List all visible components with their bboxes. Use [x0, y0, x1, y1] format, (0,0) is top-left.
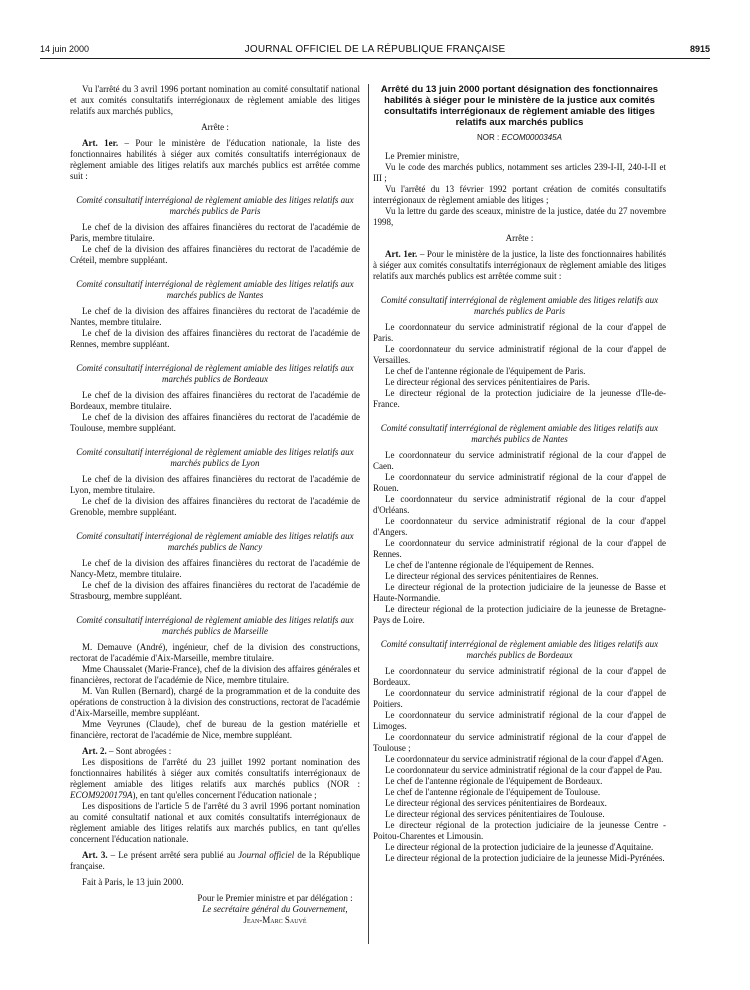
left-section-title: Comité consultatif interrégional de règlement amiable des litiges relatifs aux marchés publics de Lyon [76, 447, 354, 468]
left-art3-label: Art. 3. [82, 850, 108, 860]
right-section-line: Le directeur régional de la protection judiciaire de la jeunesse Midi-Pyrénées. [385, 853, 665, 863]
left-column [70, 84, 360, 926]
right-section-title: Comité consultatif interrégional de règlement amiable des litiges relatifs aux marchés publics de Nantes [380, 423, 659, 444]
page-header [40, 44, 710, 58]
right-section-line: Le directeur régional de la protection judiciaire de la jeunesse d'Ile-de-France. [373, 388, 666, 409]
right-art1-text: – Pour le ministère de la justice, la liste des fonctionnaires habilités à siéger aux comités consultatifs interrégionaux de règlement amiable des litiges relatifs aux marchés publics est arrêtée comme suit : [373, 249, 667, 281]
right-nor-label: NOR : [477, 133, 502, 142]
left-section-line: Le chef de la division des affaires financières du rectorat de l'académie de Lyon, membre titulaire. [70, 474, 360, 495]
right-intro-line: Vu la lettre du garde des sceaux, ministre de la justice, datée du 27 novembre 1998, [373, 206, 666, 227]
left-sections [70, 195, 360, 741]
left-art2-p1-b: ), en tant qu'elles concernent l'éducation nationale ; [132, 790, 317, 800]
left-art2-p1-a: Les dispositions de l'arrêté du 23 juillet 1992 portant nomination des fonctionnaires habilités à siéger aux comités consultatifs interrégionaux de règlement amiable des litiges relatifs aux marchés publics (NOR : [70, 757, 360, 789]
right-section-line: Le directeur régional de la protection judiciaire de la jeunesse d'Aquitaine. [385, 842, 654, 852]
left-article-2 [70, 746, 360, 757]
right-section-line: Le chef de l'antenne régionale de l'équipement de Bordeaux. [385, 776, 603, 786]
right-arrete: Arrête : [505, 233, 534, 243]
right-section-line: Le directeur régional de la protection judiciaire de la jeunesse de Basse et Haute-Normandie. [373, 582, 666, 603]
right-section-line: Le coordonnateur du service administratif régional de la cour d'appel de Versailles. [373, 344, 666, 365]
right-section-line: Le directeur régional de la protection judiciaire de la jeunesse de Bretagne-Pays de Loire. [373, 604, 666, 625]
right-section-line: Le coordonnateur du service administratif régional de la cour d'appel de Rouen. [373, 472, 666, 493]
right-section-line: Le coordonnateur du service administratif régional de la cour d'appel de Caen. [373, 450, 666, 471]
right-section-line: Le coordonnateur du service administratif régional de la cour d'appel de Bordeaux. [373, 666, 666, 687]
left-art2-text: – Sont abrogées : [106, 746, 172, 756]
right-section-line: Le coordonnateur du service administratif régional de la cour d'appel de Toulouse ; [373, 732, 666, 753]
left-section-line: Le chef de la division des affaires financières du rectorat de l'académie de Créteil, membre suppléant. [70, 244, 360, 265]
left-art1-label: Art. 1er. [82, 138, 119, 148]
left-section-line: Le chef de la division des affaires financières du rectorat de l'académie de Paris, membre titulaire. [70, 222, 360, 243]
left-article-3 [70, 850, 360, 872]
left-art2-p1-nor: ECOM9200179A [70, 790, 133, 800]
right-column [373, 84, 666, 864]
right-article-1 [373, 249, 666, 282]
left-section-line: Le chef de la division des affaires financières du rectorat de l'académie de Nantes, membre titulaire. [70, 306, 360, 327]
right-section-line: Le chef de l'antenne régionale de l'équipement de Paris. [385, 366, 586, 376]
left-section-line: M. Demauve (André), ingénieur, chef de la division des constructions, rectorat de l'académie d'Aix-Marseille, membre titulaire. [70, 642, 360, 663]
right-section-line: Le coordonnateur du service administratif régional de la cour d'appel d'Orléans. [373, 494, 666, 515]
left-section-title: Comité consultatif interrégional de règlement amiable des litiges relatifs aux marchés publics de Nantes [76, 279, 354, 300]
right-intro-line: Vu le code des marchés publics, notamment ses articles 239-I-II, 240-I-II et III ; [373, 162, 666, 183]
right-section-line: Le chef de l'antenne régionale de l'équipement de Toulouse. [385, 787, 601, 797]
signature-line-2: Le secrétaire général du Gouvernement, [202, 904, 348, 914]
signature-name: Jean-Marc Sauvé [243, 915, 307, 925]
left-intro: Vu l'arrêté du 3 avril 1996 portant nomination au comité consultatif national et aux comités consultatifs interrégionaux de règlement amiable des litiges relatifs aux marchés publics, [70, 84, 360, 116]
right-section-title: Comité consultatif interrégional de règlement amiable des litiges relatifs aux marchés publics de Paris [380, 295, 659, 316]
header-page-number: 8915 [689, 44, 710, 54]
left-art2-paragraph-1 [70, 757, 360, 801]
right-section-line: Le coordonnateur du service administratif régional de la cour d'appel de Limoges. [373, 710, 666, 731]
right-intro-line: Vu l'arrêté du 13 février 1992 portant création de comités consultatifs interrégionaux de règlement amiable des litiges ; [373, 184, 666, 205]
left-section-title: Comité consultatif interrégional de règlement amiable des litiges relatifs aux marchés publics de Marseille [76, 615, 354, 636]
right-section-line: Le coordonnateur du service administratif régional de la cour d'appel d'Angers. [373, 516, 666, 537]
header-rule [40, 58, 710, 59]
left-section-title: Comité consultatif interrégional de règlement amiable des litiges relatifs aux marchés publics de Bordeaux [76, 363, 354, 384]
right-section-line: Le directeur régional des services pénitentiaires de Toulouse. [385, 809, 605, 819]
left-section-line: Le chef de la division des affaires financières du rectorat de l'académie de Strasbourg, membre suppléant. [70, 580, 360, 601]
left-section-line: Le chef de la division des affaires financières du rectorat de l'académie de Bordeaux, membre titulaire. [70, 390, 360, 411]
left-art2-label: Art. 2. [82, 746, 107, 756]
header-journal-title: JOURNAL OFFICIEL DE LA RÉPUBLIQUE FRANÇAISE [244, 44, 506, 55]
left-section-line: Le chef de la division des affaires financières du rectorat de l'académie de Nancy-Metz, membre titulaire. [70, 558, 360, 579]
right-section-line: Le coordonnateur du service administratif régional de la cour d'appel de Paris. [373, 322, 666, 343]
right-sections [373, 295, 666, 864]
left-article-1 [70, 138, 360, 182]
right-nor-code: ECOM0000345A [501, 133, 562, 142]
left-art3-b: de la République française. [70, 850, 360, 871]
left-art3-jo: Journal officiel [238, 850, 295, 860]
left-section-title: Comité consultatif interrégional de règlement amiable des litiges relatifs aux marchés publics de Paris [76, 195, 354, 216]
left-section-line: Le chef de la division des affaires financières du rectorat de l'académie de Rennes, membre suppléant. [70, 328, 360, 349]
right-section-line: Le coordonnateur du service administratif régional de la cour d'appel de Pau. [385, 765, 663, 775]
right-art1-label: Art. 1er. [385, 249, 418, 259]
left-section-line: Mme Chaussalet (Marie-France), chef de la division des affaires générales et financières, rectorat de l'académie de Nice, membre titulaire. [70, 664, 360, 685]
right-section-line: Le coordonnateur du service administratif régional de la cour d'appel de Poitiers. [373, 688, 666, 709]
left-art1-text: – Pour le ministère de l'éducation nationale, la liste des fonctionnaires habilités à siéger aux comités consultatifs interrégionaux de règlement amiable des litiges relatifs aux marchés publics est arrêtée comme suit : [70, 138, 360, 181]
left-section-title: Comité consultatif interrégional de règlement amiable des litiges relatifs aux marchés publics de Nancy [76, 531, 354, 552]
right-section-line: Le directeur régional de la protection judiciaire de la jeunesse Centre - Poitou-Charentes et Limousin. [373, 820, 666, 841]
right-decree-title: Arrêté du 13 juin 2000 portant désignation des fonctionnaires habilités à siéger pour le ministère de la justice aux comités consultatifs interrégionaux de règlement amiable des litiges relatifs aux marchés publics [380, 84, 659, 128]
header-date: 14 juin 2000 [40, 44, 90, 54]
left-arrete: Arrête : [201, 122, 229, 132]
column-divider [368, 84, 369, 944]
right-intro-line: Le Premier ministre, [385, 151, 460, 161]
right-section-line: Le chef de l'antenne régionale de l'équipement de Rennes. [385, 560, 594, 570]
left-section-line: Le chef de la division des affaires financières du rectorat de l'académie de Toulouse, membre suppléant. [70, 412, 360, 433]
left-fait: Fait à Paris, le 13 juin 2000. [82, 877, 184, 887]
right-section-title: Comité consultatif interrégional de règlement amiable des litiges relatifs aux marchés publics de Bordeaux [380, 639, 659, 660]
right-section-line: Le directeur régional des services pénitentiaires de Paris. [385, 377, 590, 387]
left-art3-a: – Le présent arrêté sera publié au [107, 850, 239, 860]
right-section-line: Le directeur régional des services pénitentiaires de Bordeaux. [385, 798, 607, 808]
right-section-line: Le directeur régional des services pénitentiaires de Rennes. [385, 571, 599, 581]
left-section-line: Le chef de la division des affaires financières du rectorat de l'académie de Grenoble, membre suppléant. [70, 496, 360, 517]
right-nor [373, 132, 666, 143]
left-art2-paragraph-2: Les dispositions de l'article 5 de l'arrêté du 3 avril 1996 portant nomination au comité consultatif national et aux comités consultatifs interrégionaux de règlement amiable des litiges relatifs aux marchés publics, en tant qu'elles concernent l'éducation nationale. [70, 801, 360, 844]
right-intro [373, 151, 666, 228]
signature-line-1: Pour le Premier ministre et par délégation : [197, 893, 353, 903]
right-section-line: Le coordonnateur du service administratif régional de la cour d'appel d'Agen. [385, 754, 664, 764]
left-section-line: M. Van Rullen (Bernard), chargé de la programmation et de la conduite des opérations de construction à la division des constructions, rectorat de l'académie d'Aix-Marseille, membre suppléant. [70, 686, 360, 718]
right-section-line: Le coordonnateur du service administratif régional de la cour d'appel de Rennes. [373, 538, 666, 559]
left-section-line: Mme Veyrunes (Claude), chef de bureau de la gestion matérielle et financière, rectorat de l'académie de Nice, membre suppléant. [70, 719, 360, 740]
